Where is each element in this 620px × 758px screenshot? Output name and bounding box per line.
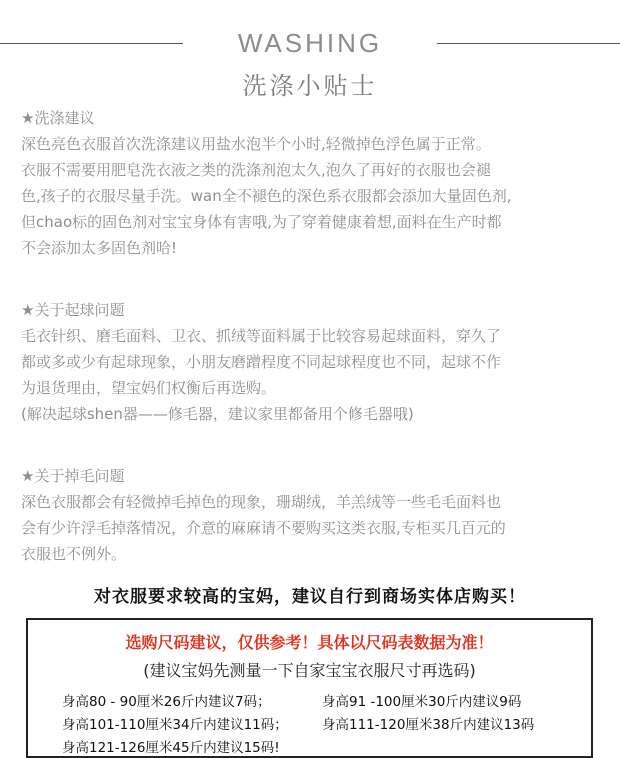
size-cell: 身高121-126厘米45斤内建议15码! xyxy=(62,740,280,756)
section-pilling xyxy=(21,297,601,427)
size-advice-subtitle: (建议宝妈先测量一下自家宝宝衣服尺寸再选码) xyxy=(143,661,476,680)
section-washing-advice xyxy=(21,105,601,261)
section-heading: ★关于起球问题 xyxy=(21,301,125,319)
paragraph-line: 深色亮色衣服首次洗涤建议用盐水泡半个小时,轻微掉色浮色属于正常。 xyxy=(21,135,491,153)
section-heading: ★关于掉毛问题 xyxy=(21,467,125,485)
size-cell: 身高111-120厘米38斤内建议13码 xyxy=(322,717,535,733)
size-row xyxy=(62,713,534,733)
paragraph-line: 但chao标的固色剂对宝宝身体有害哦,为了穿着健康着想,面料在生产时都 xyxy=(21,213,502,231)
paragraph-line: 为退货理由，望宝妈们权衡后再选购。 xyxy=(21,379,277,397)
size-row xyxy=(62,736,322,756)
size-cell: 身高80 - 90厘米26斤内建议7码； xyxy=(62,694,271,710)
paragraph-line: 色,孩子的衣服尽量手洗。wan全不褪色的深色系衣服都会添加大量固色剂, xyxy=(21,187,512,205)
paragraph-line: 都或多或少有起球现象，小朋友磨蹭程度不同起球程度也不同，起球不作 xyxy=(21,353,502,371)
paragraph-line: 深色衣服都会有轻微掉毛掉色的现象，珊瑚绒，羊羔绒等一些毛毛面料也 xyxy=(21,493,502,511)
title-chinese: 洗涤小贴士 xyxy=(242,72,378,100)
paragraph-line: (解决起球shen器——修毛器，建议家里都备用个修毛器哦) xyxy=(21,405,414,423)
paragraph-line: 衣服不需要用肥皂洗衣液之类的洗涤剂泡太久,泡久了再好的衣服也会褪 xyxy=(21,161,491,179)
paragraph-line: 毛衣针织、磨毛面料、卫衣、抓绒等面料属于比较容易起球面料，穿久了 xyxy=(21,327,502,345)
title-english: WASHING xyxy=(237,28,383,58)
section-heading: ★洗涤建议 xyxy=(21,109,95,127)
size-advice-box xyxy=(26,618,593,758)
section-shedding xyxy=(21,463,601,567)
size-row xyxy=(62,690,521,710)
store-purchase-notice: 对衣服要求较高的宝妈，建议自行到商场实体店购买！ xyxy=(94,587,526,607)
paragraph-line: 衣服也不例外。 xyxy=(21,545,127,563)
size-cell: 身高101-110厘米34斤内建议11码； xyxy=(62,717,288,733)
paragraph-line: 不会添加太多固色剂哈! xyxy=(21,239,178,257)
paragraph-line: 会有少许浮毛掉落情况，介意的麻麻请不要购买这类衣服,专柜买几百元的 xyxy=(21,519,506,537)
size-advice-title: 选购尺码建议，仅供参考！具体以尺码表数据为准！ xyxy=(125,633,494,652)
size-cell: 身高91 -100厘米30斤内建议9码 xyxy=(322,694,522,710)
